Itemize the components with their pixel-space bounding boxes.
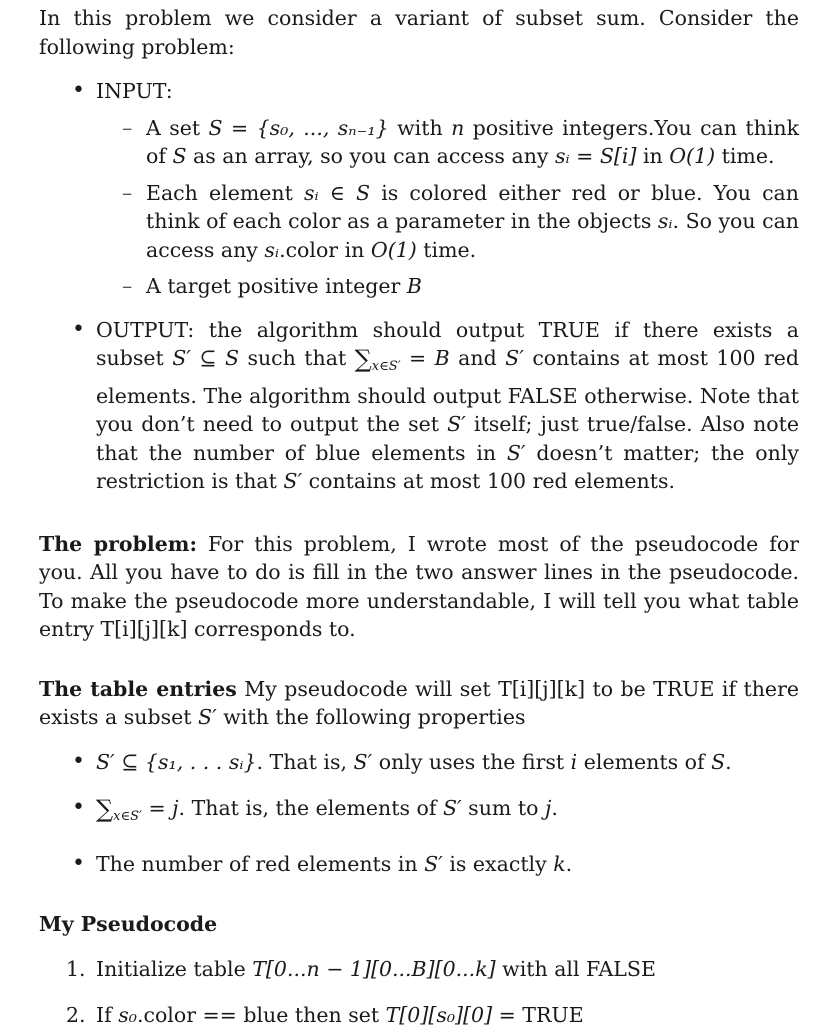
output-bullet: • OUTPUT: the algorithm should output TRUE if there exists a subset S′ ⊆ S such that $\sum_{x\in S'} = B$ and S′ contains at most 100 red elements. The algorithm should output FALSE otherwise. Note that you don’t need to output the set S′ itself; just true/false. Also note that the number of blue elements in S′ doesn’t matter; the only restriction is that S′ contains at most 100 red elements. (39, 316, 799, 496)
table-entries-heading: The table entries (39, 676, 237, 701)
output-label: OUTPUT: (96, 317, 195, 342)
input-bullet (39, 77, 799, 106)
output-list (39, 316, 799, 496)
input-item-target: – A target positive integer B (39, 272, 799, 301)
document-page (39, 4, 799, 1030)
pseudocode-steps (39, 955, 799, 1030)
properties-list (39, 748, 799, 879)
property-subset: • S′ ⊆ {s₁, . . . sᵢ}. That is, S′ only uses the first i elements of S. (39, 748, 799, 777)
table-entries-paragraph: The table entries My pseudocode will set T[i][j][k] to be TRUE if there exists a subset S′ with the following properties (39, 676, 799, 729)
problem-paragraph: The problem: For this problem, I wrote most of the pseudocode for you. All you have to do is fill in the two answer lines in the pseudocode. To make the pseudocode more understandable, I will tell you what table entry T[i][j][k] corresponds to. (39, 531, 799, 641)
input-item-color: – Each element sᵢ ∈ S is colored either red or blue. You can think of each color as a parameter in the objects sᵢ. So you can access any sᵢ.color in O(1) time. (39, 179, 799, 265)
sum-symbol: ∑ (354, 345, 372, 373)
input-label: INPUT: (96, 79, 173, 103)
intro-paragraph: In this problem we consider a variant of subset sum. Consider the following problem: (39, 6, 799, 59)
problem-heading: The problem: (39, 531, 198, 556)
input-item-set: – A set S = {s₀, ..., sₙ₋₁} with n positive integers.You can think of S as an array, so you can access any sᵢ = S[i] in O(1) time. (39, 114, 799, 171)
property-sum: • $\sum_{x\in S'} = j$. That is, the elements of S′ sum to j. (39, 794, 799, 832)
pseudocode-step-1: 1. Initialize table T[0...n − 1][0...B][0...k] with all FALSE (66, 956, 656, 981)
spec-list (39, 77, 799, 106)
pseudocode-step-2: 2. If s₀.color == blue then set T[0][s₀][0] = TRUE (66, 1003, 584, 1027)
input-items (39, 114, 799, 301)
pseudocode-heading: My Pseudocode (39, 912, 218, 936)
property-red-count: • The number of red elements in S′ is exactly k. (39, 850, 799, 879)
